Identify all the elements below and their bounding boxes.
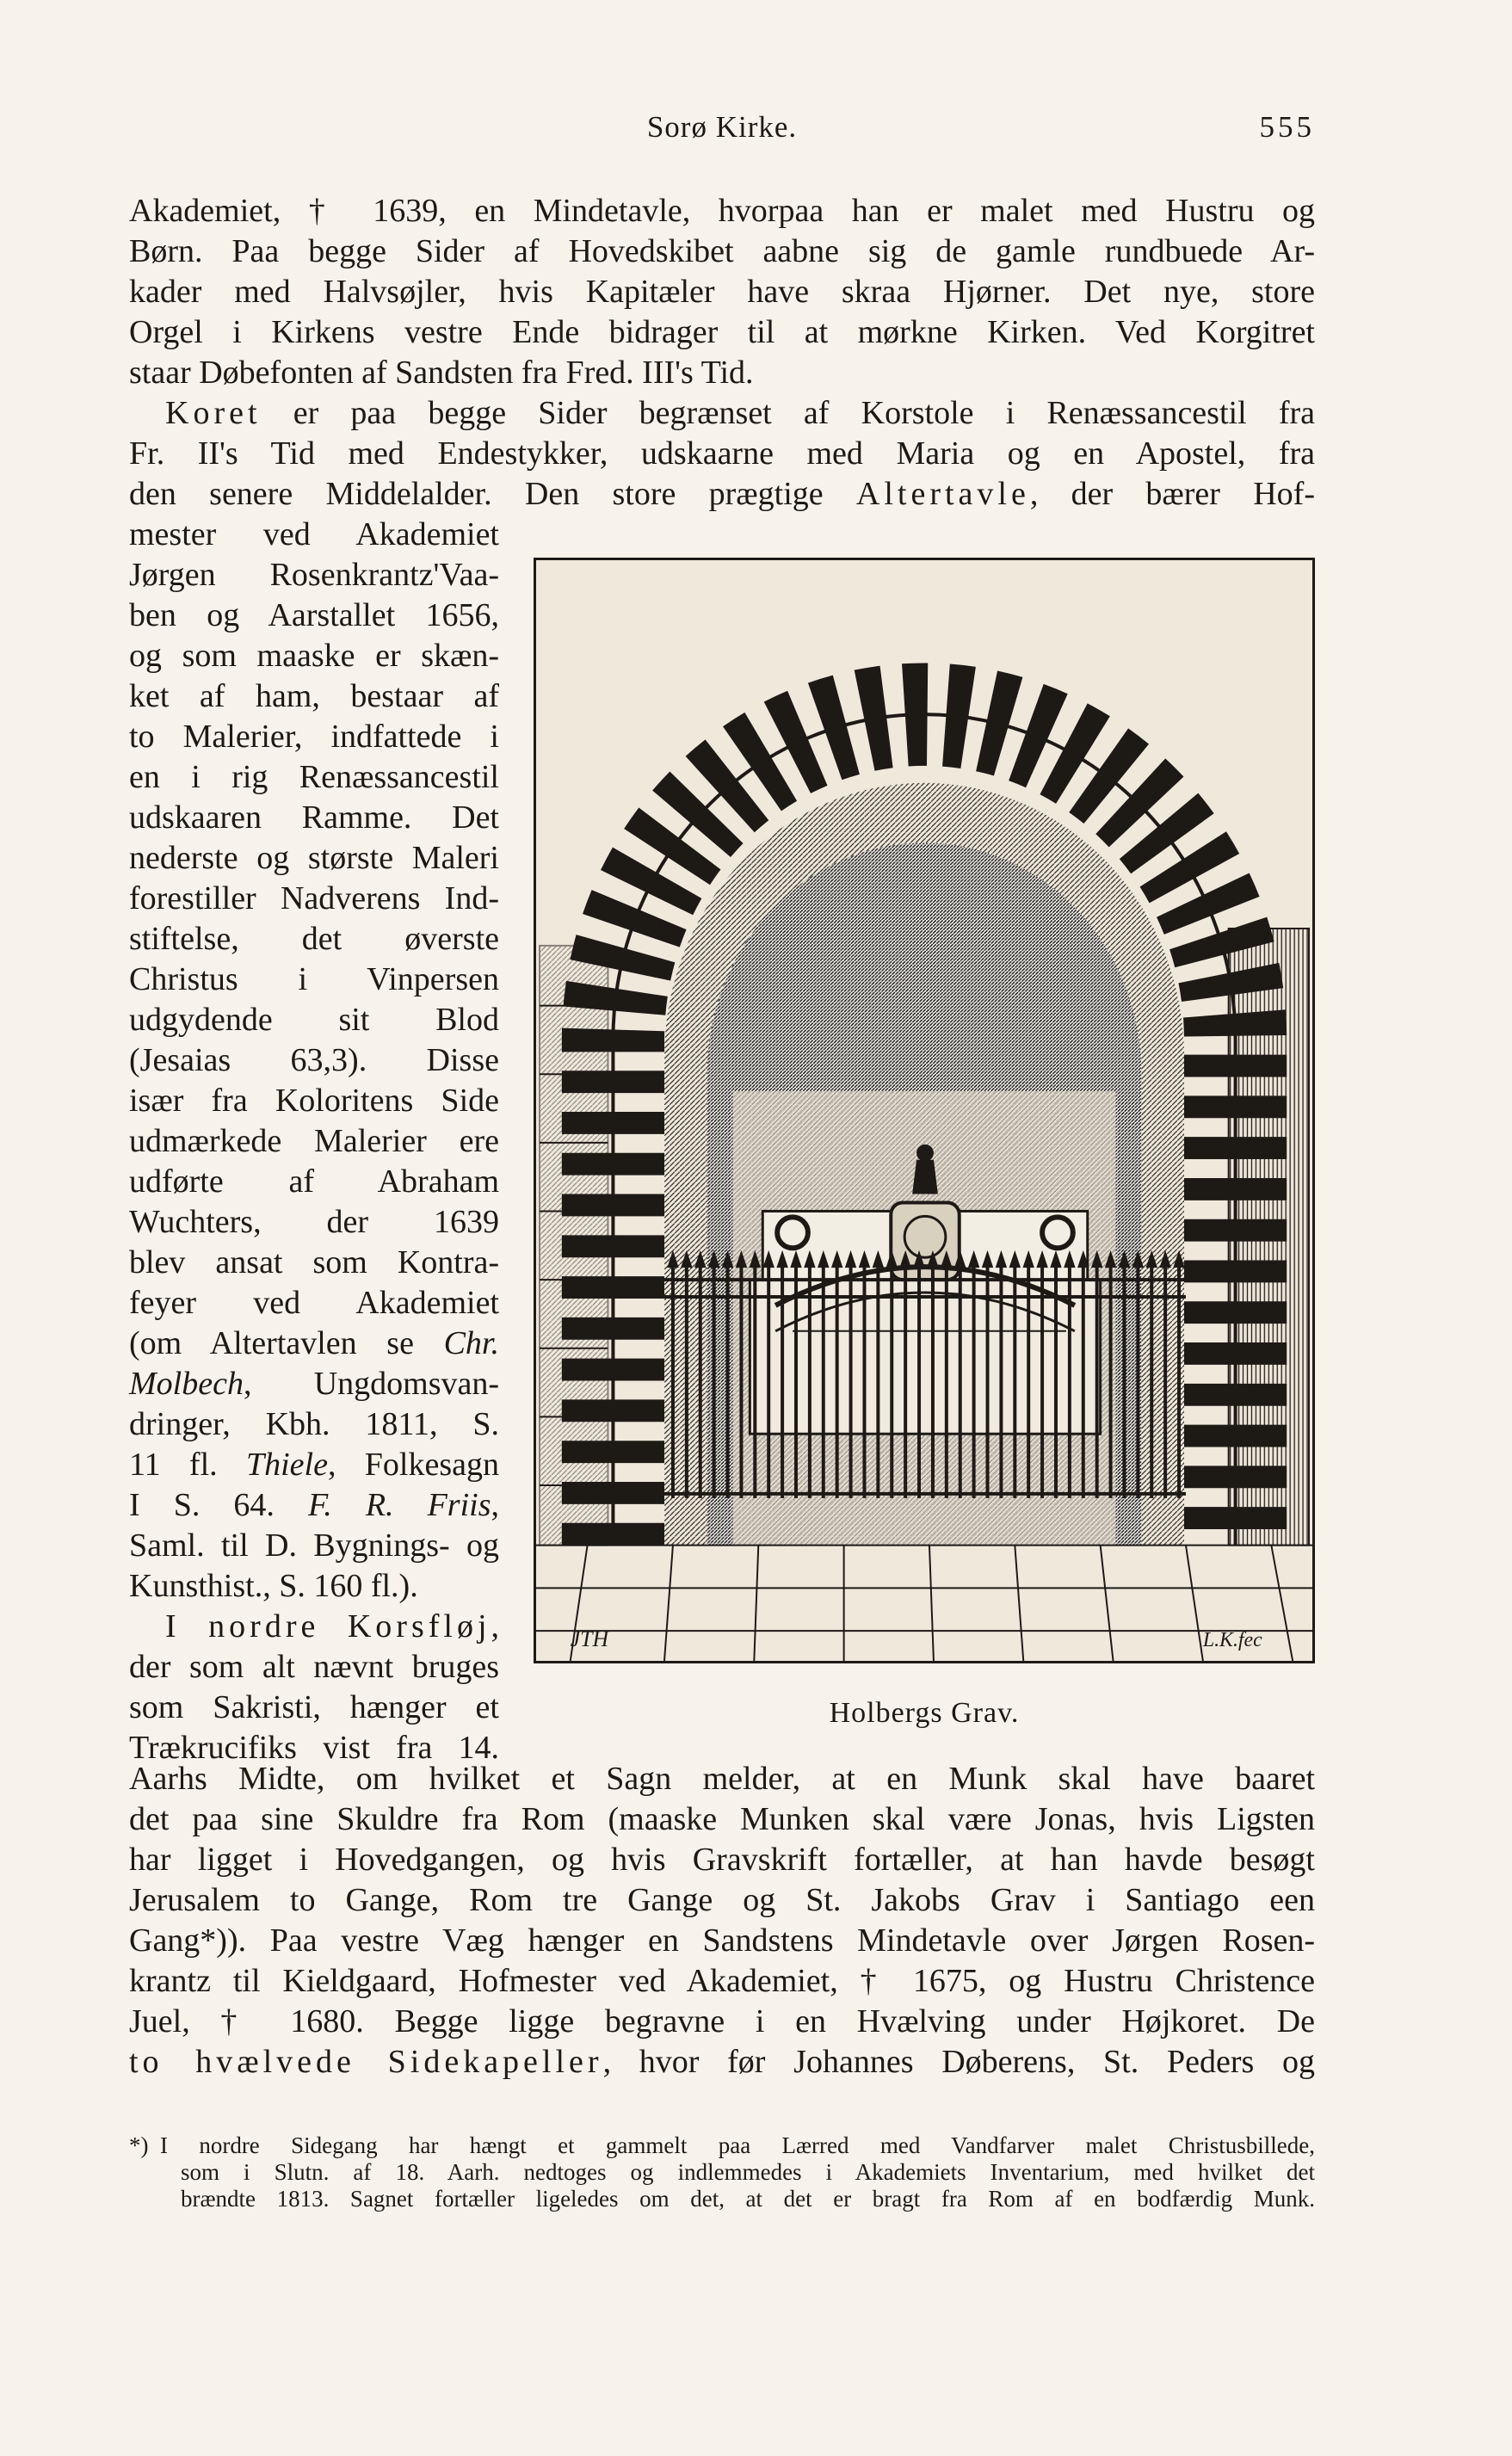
bottom-paragraph (129, 1759, 1315, 2083)
text-line: feyer ved Akademiet (129, 1285, 499, 1321)
text-line: udførte af Abraham (129, 1163, 499, 1200)
text-line: Akademiet, † 1639, en Mindetavle, hvorpaa han er malet med Hustru og (129, 193, 1315, 229)
footnote (129, 2132, 1315, 2212)
text-line (129, 1607, 499, 1647)
text-fragment: den senere Middelalder. Den store prægtige (129, 476, 856, 512)
text-fragment: , (491, 1608, 499, 1645)
footnote-line: brændte 1813. Sagnet fortæller ligeledes om det, at det er bragt fra Rom af en bodfærdig Munk. (181, 2186, 1315, 2212)
text-line (129, 1324, 499, 1364)
text-line: Jerusalem to Gange, Rom tre Gange og St. Jakobs Grav i Santiago een (129, 1882, 1315, 1918)
text-line: Christus i Vinpersen (129, 961, 499, 997)
text-line: Wuchters, der 1639 (129, 1204, 499, 1240)
text-line: Trækrucifiks vist fra 14. (129, 1730, 499, 1766)
text-fragment: , Ungdomsvan- (243, 1366, 499, 1402)
narrow-text-column (129, 515, 499, 1768)
text-fragment: I nordre Sidegang har hængt et gammelt paa Lærred med Vandfarver malet Christusbillede, (160, 2132, 1315, 2158)
footnote-marker: *) (129, 2132, 149, 2158)
text-line: Fr. II's Tid med Endestykker, udskaarne med Maria og en Apostel, fra (129, 435, 1315, 472)
text-line: en i rig Renæssancestil (129, 759, 499, 795)
text-line: Aarhs Midte, om hvilket et Sagn melder, at en Munk skal have baaret (129, 1761, 1315, 1797)
text-line: som Sakristi, hænger et (129, 1689, 499, 1725)
text-fragment: , der bærer Hof- (1029, 476, 1315, 512)
spaced-term-altertavle: Altertavle (855, 476, 1030, 512)
text-fragment: er paa begge Sider begrænset af Korstole i Renæssancestil fra (261, 395, 1315, 431)
spaced-term-sidekapeller: to hvælvede Sidekapeller (129, 2044, 603, 2080)
text-line: har ligget i Hovedgangen, og hvis Gravskrift fortæller, at han havde besøgt (129, 1842, 1315, 1878)
author-name: F. R. Friis (307, 1487, 491, 1523)
author-name: Thiele (245, 1447, 328, 1483)
engraver-mark-left: JTH (570, 1626, 609, 1652)
text-line: Gang*)). Paa vestre Væg hænger en Sandstens Mindetavle over Jørgen Rosen- (129, 1922, 1315, 1959)
koret-paragraph (129, 393, 1315, 515)
text-fragment: , (491, 1487, 499, 1523)
text-line: forestiller Nadverens Ind- (129, 880, 499, 916)
text-line: især fra Koloritens Side (129, 1083, 499, 1119)
text-line: blev ansat som Kontra- (129, 1244, 499, 1280)
text-line: Orgel i Kirkens vestre Ende bidrager til at mørkne Kirken. Ved Korgitret (129, 314, 1315, 350)
text-fragment: (om Altertavlen se (129, 1325, 444, 1361)
text-line: to Malerier, indfattede i (129, 719, 499, 755)
text-line (129, 474, 1315, 515)
author-name: Molbech (129, 1366, 244, 1402)
text-line: Børn. Paa begge Sider af Hovedskibet aabne sig de gamle rundbuede Ar- (129, 233, 1315, 269)
text-fragment: 11 fl. (129, 1447, 246, 1483)
page-number: 555 (1259, 110, 1315, 144)
illustration-holbergs-grav (534, 558, 1315, 1663)
text-line: kader med Halvsøjler, hvis Kapitæler have skraa Hjørner. Det nye, store (129, 274, 1315, 310)
text-line: Kunsthist., S. 160 fl.). (129, 1568, 418, 1604)
text-line (129, 1445, 499, 1485)
footnote-line (129, 2132, 1315, 2159)
footnote-line: som i Slutn. af 18. Aarh. nedtoges og indlemmedes i Akademiets Inventarium, med hvilket det (181, 2159, 1315, 2185)
text-line (129, 1364, 499, 1404)
spaced-lead-korsfloj: I nordre Korsfløj (165, 1608, 491, 1645)
text-fragment: , hvor før Johannes Døberens, St. Peders og (602, 2044, 1315, 2080)
text-line: Juel, † 1680. Begge ligge begravne i en Hvælving under Højkoret. De (129, 2003, 1315, 2039)
text-line: det paa sine Skuldre fra Rom (maaske Munken skal være Jonas, hvis Ligsten (129, 1801, 1315, 1837)
text-line: Jørgen Rosenkrantz'Vaa- (129, 557, 499, 593)
text-line: stiftelse, det øverste (129, 921, 499, 957)
engraver-mark-right: L.K.fec (1202, 1629, 1262, 1652)
text-fragment: , Folkesagn (327, 1447, 499, 1483)
intro-paragraph (129, 191, 1315, 393)
spaced-lead-koret: Koret (165, 395, 262, 431)
text-line: nederste og største Maleri (129, 840, 499, 876)
text-line: staar Døbefonten af Sandsten fra Fred. III's Tid. (129, 355, 754, 391)
author-name: Chr. (443, 1325, 499, 1361)
running-title: Sorø Kirke. (646, 110, 798, 144)
text-line: ben og Aarstallet 1656, (129, 597, 499, 633)
engraving-drawing (536, 560, 1312, 1661)
text-fragment: I S. 64. (129, 1487, 308, 1523)
text-line: (Jesaias 63,3). Disse (129, 1042, 499, 1078)
text-line: krantz til Kieldgaard, Hofmester ved Akademiet, † 1675, og Hustru Christence (129, 1963, 1315, 1999)
text-line: udgydende sit Blod (129, 1002, 499, 1038)
text-line: Saml. til D. Bygnings- og (129, 1527, 499, 1564)
text-line (129, 393, 1315, 434)
text-line (129, 1485, 499, 1526)
text-line: og som maaske er skæn- (129, 638, 499, 674)
text-line (129, 2042, 1315, 2083)
text-line: ket af ham, bestaar af (129, 678, 499, 714)
text-line: udmærkede Malerier ere (129, 1123, 499, 1159)
text-line: mester ved Akademiet (129, 516, 499, 552)
running-header (129, 110, 1315, 153)
text-line: der som alt nævnt bruges (129, 1649, 499, 1685)
text-line: dringer, Kbh. 1811, S. (129, 1406, 499, 1442)
figure-caption: Holbergs Grav. (829, 1697, 1020, 1729)
text-line: udskaaren Ramme. Det (129, 799, 499, 836)
